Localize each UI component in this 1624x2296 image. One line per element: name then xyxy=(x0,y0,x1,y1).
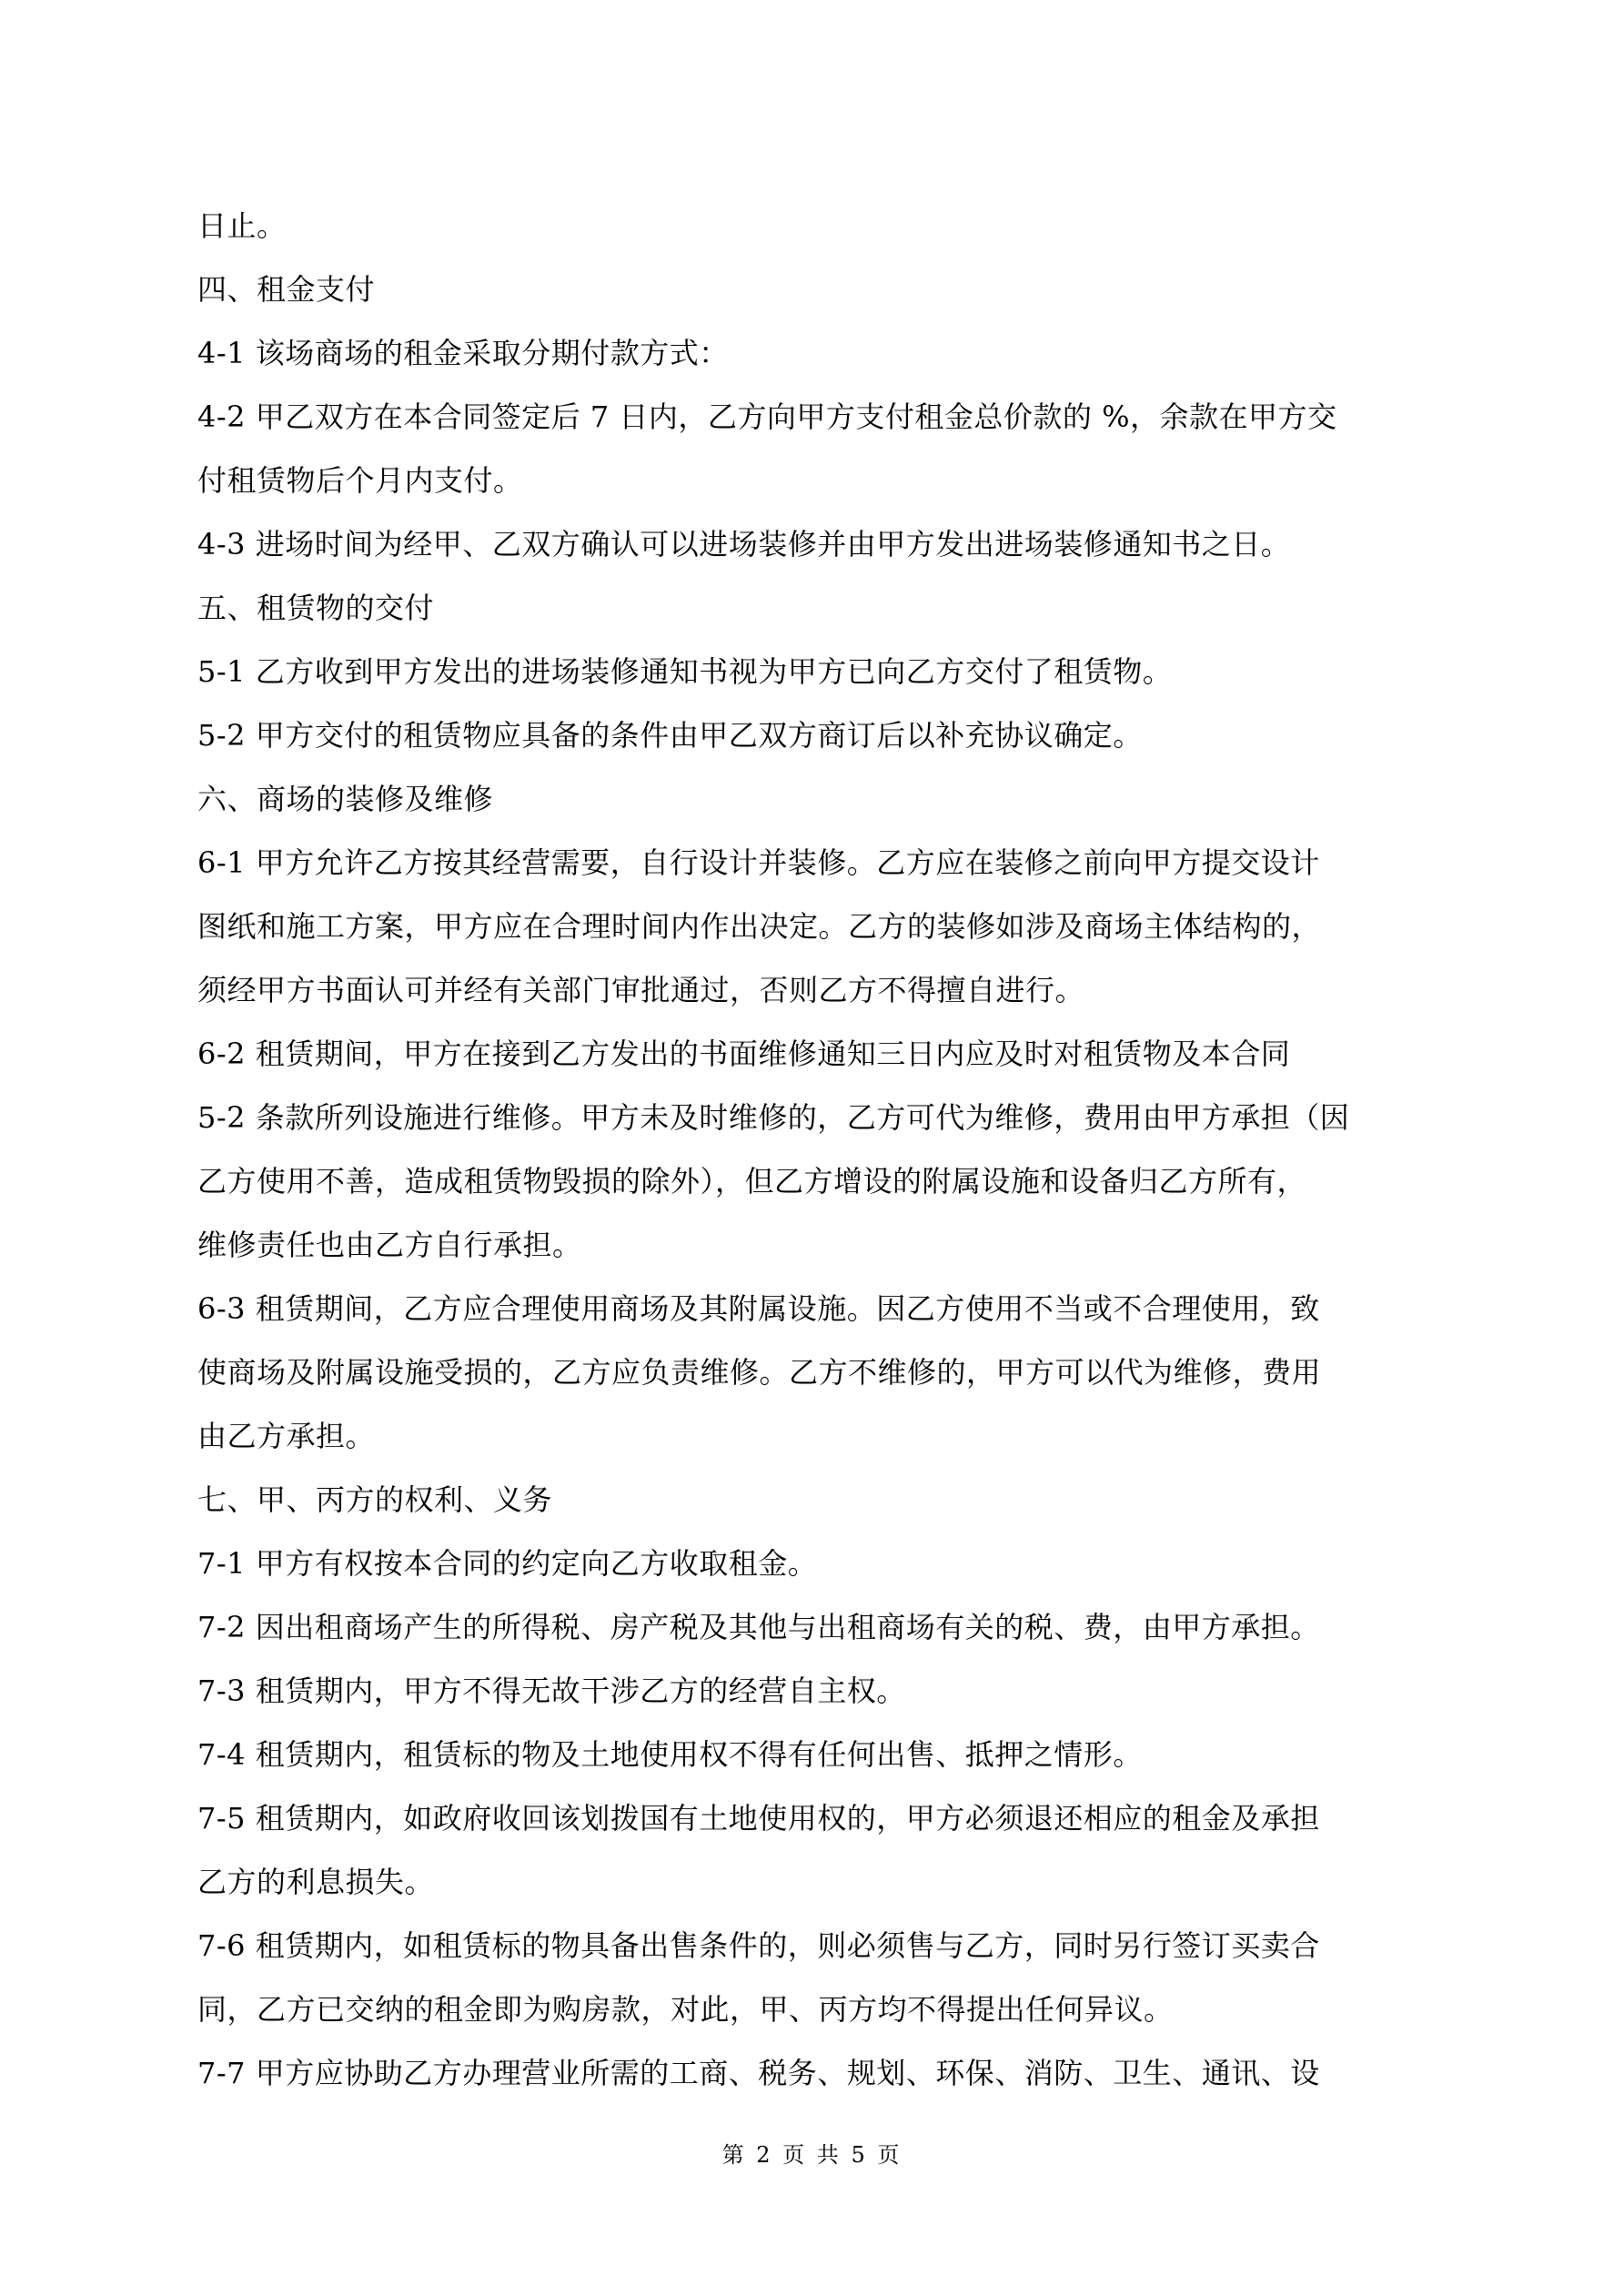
text-line: 同，乙方已交纳的租金即为购房款，对此，甲、丙方均不得提出任何异议。 xyxy=(197,1992,1174,2027)
text-line: 6-3 租赁期间，乙方应合理使用商场及其附属设施。因乙方使用不当或不合理使用，致 xyxy=(197,1291,1320,1326)
text-line: 7-5 租赁期内，如政府收回该划拨国有土地使用权的，甲方必须退还相应的租金及承担 xyxy=(197,1801,1320,1836)
section-heading: 六、商场的装修及维修 xyxy=(197,782,494,816)
text-line: 7-1 甲方有权按本合同的约定向乙方收取租金。 xyxy=(197,1546,818,1581)
text-line: 日止。 xyxy=(197,208,287,243)
text-line: 5-2 甲方交付的租赁物应具备的条件由甲乙双方商订后以补充协议确定。 xyxy=(197,718,1143,753)
text-line: 乙方使用不善，造成租赁物毁损的除外），但乙方增设的附属设施和设备归乙方所有， xyxy=(197,1164,1307,1199)
section-heading: 五、租赁物的交付 xyxy=(197,591,435,625)
text-line: 7-6 租赁期内，如租赁标的物具备出售条件的，则必须售与乙方，同时另行签订买卖合 xyxy=(197,1928,1320,1963)
text-line: 由乙方承担。 xyxy=(197,1419,376,1453)
section-heading: 七、甲、丙方的权利、义务 xyxy=(197,1482,553,1517)
text-line: 付租赁物后个月内支付。 xyxy=(197,463,523,498)
text-line: 6-1 甲方允许乙方按其经营需要，自行设计并装修。乙方应在装修之前向甲方提交设计 xyxy=(197,845,1320,880)
text-line: 4-3 进场时间为经甲、乙双方确认可以进场装修并由甲方发出进场装修通知书之日。 xyxy=(197,527,1291,561)
text-line: 使商场及附属设施受损的，乙方应负责维修。乙方不维修的，甲方可以代为维修，费用 xyxy=(197,1355,1322,1390)
text-line: 7-7 甲方应协助乙方办理营业所需的工商、税务、规划、环保、消防、卫生、通讯、设 xyxy=(197,2056,1320,2090)
text-line: 5-2 条款所列设施进行维修。甲方未及时维修的，乙方可代为维修，费用由甲方承担（因 xyxy=(197,1100,1350,1135)
page-number-footer: 第 2 页 共 5 页 xyxy=(721,2142,903,2168)
text-line: 4-1 该场商场的租金采取分期付款方式： xyxy=(197,336,729,370)
text-line: 5-1 乙方收到甲方发出的进场装修通知书视为甲方已向乙方交付了租赁物。 xyxy=(197,654,1173,689)
text-line: 6-2 租赁期间，甲方在接到乙方发出的书面维修通知三日内应及时对租赁物及本合同 xyxy=(197,1037,1291,1071)
text-line: 7-2 因出租商场产生的所得税、房产税及其他与出租商场有关的税、费，由甲方承担。 xyxy=(197,1610,1320,1644)
text-line: 须经甲方书面认可并经有关部门审批通过，否则乙方不得擅自进行。 xyxy=(197,973,1085,1007)
text-line: 乙方的利息损失。 xyxy=(197,1865,435,1899)
text-line: 4-2 甲乙双方在本合同签定后 7 日内，乙方向甲方支付租金总价款的 %，余款在甲方交 xyxy=(197,400,1337,434)
text-line: 维修责任也由乙方自行承担。 xyxy=(197,1228,582,1262)
text-line: 7-3 租赁期内，甲方不得无故干涉乙方的经营自主权。 xyxy=(197,1674,906,1708)
section-heading: 四、租金支付 xyxy=(197,272,376,307)
text-line: 7-4 租赁期内，租赁标的物及土地使用权不得有任何出售、抵押之情形。 xyxy=(197,1737,1143,1772)
text-line: 图纸和施工方案，甲方应在合理时间内作出决定。乙方的装修如涉及商场主体结构的， xyxy=(197,909,1322,944)
